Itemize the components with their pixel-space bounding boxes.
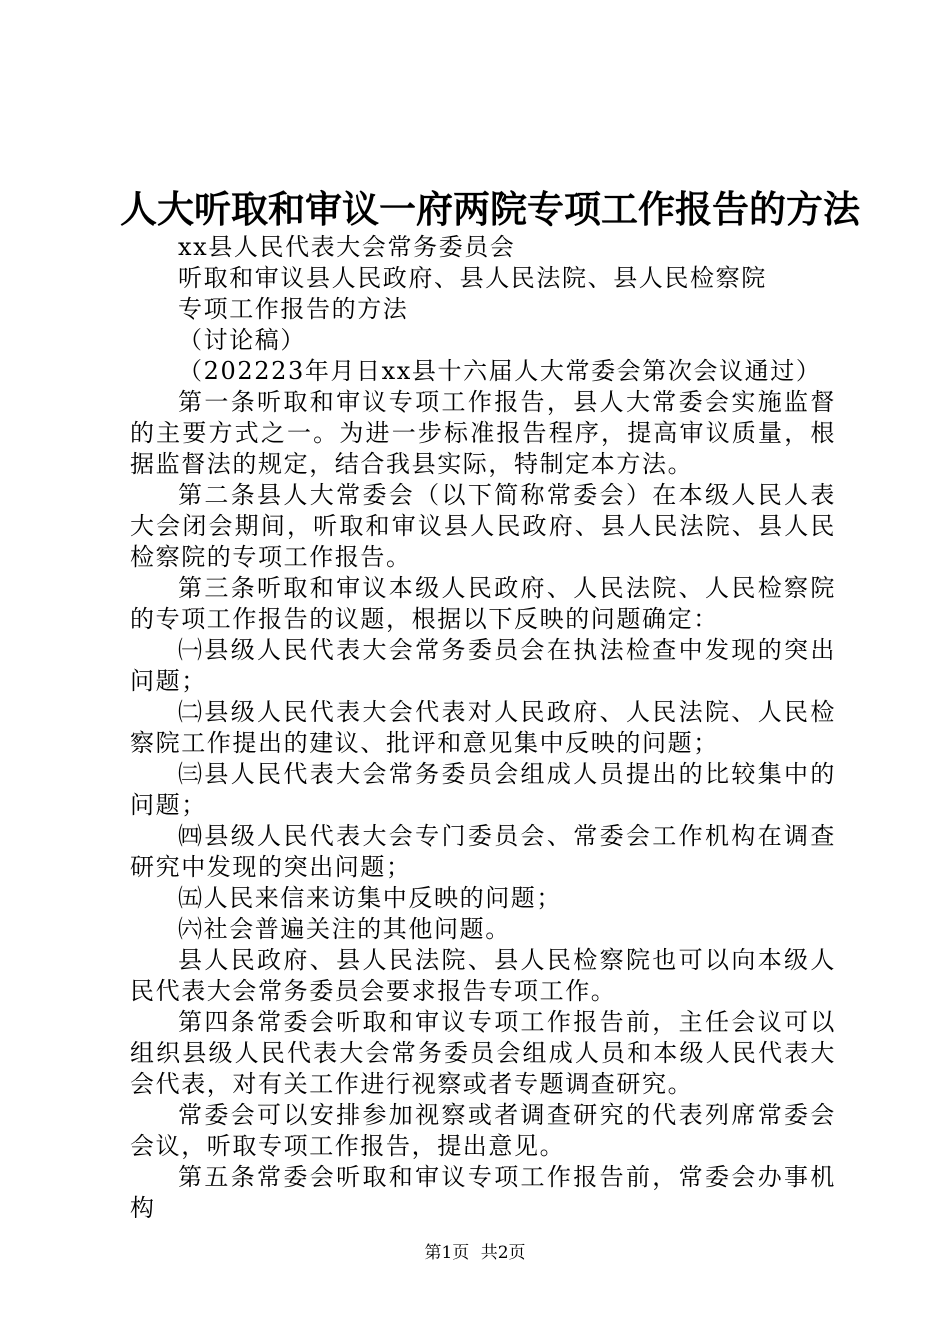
paragraph: 专项工作报告的方法 [178,295,409,323]
paragraph: （202223年月日xx县十六届人大常委会第次会议通过） [178,357,822,385]
document-body [130,232,836,1224]
paragraph: 县人民政府、县人民法院、县人民检察院也可以向本级人民代表大会常务委员会要求报告专项工作。 [130,946,836,1005]
paragraph: 第一条听取和审议专项工作报告，县人大常委会实施监督的主要方式之一。为进一步标准报告程序，提高审议质量，根据监督法的规定，结合我县实际，特制定本方法。 [130,388,836,478]
paragraph: ㈣县级人民代表大会专门委员会、常委会工作机构在调查研究中发现的突出问题； [130,822,836,881]
page-footer [0,1242,950,1264]
paragraph: xx县人民代表大会常务委员会 [178,233,516,261]
page-total: 共2页 [480,1243,526,1263]
paragraph: 第四条常委会听取和审议专项工作报告前，主任会议可以组织县级人民代表大会常务委员会组成人员和本级人民代表大会代表，对有关工作进行视察或者专题调查研究。 [130,1008,836,1098]
paragraph: 听取和审议县人民政府、县人民法院、县人民检察院 [178,264,767,292]
paragraph: ㈢县人民代表大会常务委员会组成人员提出的比较集中的问题； [130,760,836,819]
paragraph: ㈡县级人民代表大会代表对人民政府、人民法院、人民检察院工作提出的建议、批评和意见集中反映的问题； [130,698,836,757]
paragraph: ㈥社会普遍关注的其他问题。 [178,915,511,943]
document-title: 人大听取和审议一府两院专项工作报告的方法 [120,187,860,231]
paragraph: 第五条常委会听取和审议专项工作报告前，常委会办事机构 [130,1163,836,1222]
paragraph: （讨论稿） [178,326,306,354]
paragraph: 第二条县人大常委会（以下简称常委会）在本级人民人表大会闭会期间，听取和审议县人民政府、县人民法院、县人民检察院的专项工作报告。 [130,481,836,571]
paragraph: 常委会可以安排参加视察或者调查研究的代表列席常委会会议，听取专项工作报告，提出意见。 [130,1101,836,1160]
paragraph: ㈤人民来信来访集中反映的问题； [178,884,562,912]
paragraph: ㈠县级人民代表大会常务委员会在执法检查中发现的突出问题； [130,636,836,695]
paragraph: 第三条听取和审议本级人民政府、人民法院、人民检察院的专项工作报告的议题，根据以下反映的问题确定： [130,574,836,633]
page-number: 第1页 [424,1243,470,1263]
